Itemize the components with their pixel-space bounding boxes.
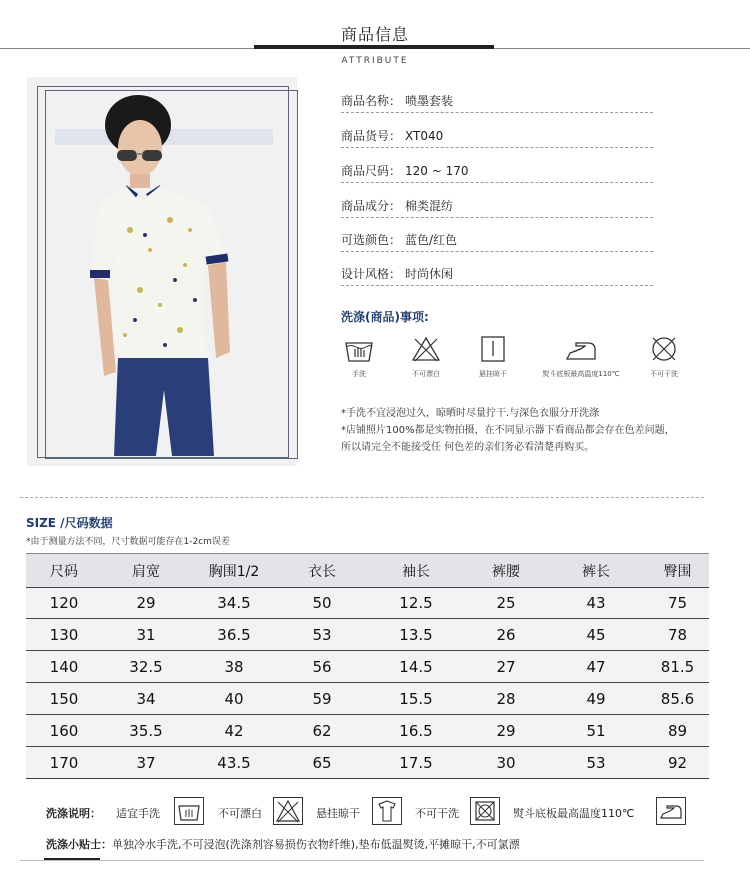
info-label: 商品尺码： <box>341 164 402 178</box>
table-cell: 85.6 <box>660 689 695 708</box>
info-label: 商品名称： <box>341 94 402 108</box>
table-cell: 32.5 <box>129 657 163 676</box>
table-cell: 45 <box>586 625 606 644</box>
table-cell: 65 <box>312 753 332 772</box>
care-instructions <box>46 797 706 827</box>
size-table <box>26 553 709 779</box>
table-cell: 43 <box>586 594 606 612</box>
column-header: 衣长 <box>308 563 336 580</box>
table-cell: 59 <box>312 689 332 708</box>
size-note: *由于测量方法不同，尺寸数据可能存在1-2cm误差 <box>26 537 230 547</box>
wash-icons <box>341 335 681 385</box>
care-text: 适宜手洗 <box>116 807 160 820</box>
table-cell: 50 <box>312 594 332 612</box>
care-label: 洗涤说明： <box>46 807 101 820</box>
wash-item <box>541 335 621 379</box>
table-cell: 92 <box>667 753 688 772</box>
table-cell: 47 <box>586 657 606 676</box>
info-row-color <box>341 231 653 251</box>
column-header: 胸围1/2 <box>208 563 260 580</box>
info-label: 商品货号： <box>341 129 402 143</box>
table-cell: 26 <box>496 625 516 644</box>
info-row-style <box>341 265 653 285</box>
info-row-sku <box>341 127 653 147</box>
section-divider <box>20 497 704 498</box>
wash-caption: 熨斗底板最高温度110℃ <box>542 370 620 378</box>
column-header: 臀围 <box>663 563 692 580</box>
table-row <box>26 683 709 715</box>
info-value: 120 ~ 170 <box>405 164 469 178</box>
wash-note: 所以请完全不能接受任 何色差的亲们务必看清楚再购买。 <box>341 442 595 453</box>
column-header: 肩宽 <box>132 563 160 580</box>
info-row-material <box>341 197 653 217</box>
info-row-name <box>341 92 653 112</box>
table-cell: 25 <box>496 594 516 612</box>
wash-caption: 手洗 <box>352 370 366 378</box>
wash-caption: 不可漂白 <box>412 370 440 378</box>
no-dry-clean-icon <box>470 797 500 825</box>
table-cell: 37 <box>136 753 156 772</box>
info-row-size <box>341 162 653 182</box>
table-cell: 81.5 <box>660 657 695 676</box>
table-row <box>26 747 709 779</box>
info-label: 设计风格： <box>341 267 402 281</box>
info-value: 喷墨套装 <box>405 94 454 108</box>
care-tips <box>46 836 520 852</box>
table-cell: 62 <box>312 721 332 740</box>
table-cell: 12.5 <box>399 594 433 612</box>
table-cell: 15.5 <box>399 689 433 708</box>
table-cell: 36.5 <box>217 625 251 644</box>
table-cell: 170 <box>49 753 79 772</box>
table-row <box>26 619 709 651</box>
table-cell: 160 <box>49 721 79 740</box>
wash-note: *店铺照片100%都是实物拍摄，在不同显示器下看商品都会存在色差问题， <box>341 425 675 436</box>
tips-label: 洗涤小贴士： <box>46 838 112 851</box>
care-text: 熨斗底板最高温度110℃ <box>513 807 635 820</box>
table-cell: 34 <box>136 689 156 708</box>
wash-item <box>329 335 389 379</box>
table-cell: 16.5 <box>399 721 433 740</box>
table-cell: 29 <box>496 721 516 740</box>
table-cell: 75 <box>667 594 688 612</box>
table-cell: 78 <box>667 625 688 644</box>
iron-icon <box>564 335 598 363</box>
section-subtitle: ATTRIBUTE <box>341 56 409 66</box>
hang-dry-icon <box>477 335 509 363</box>
table-cell: 53 <box>312 625 332 644</box>
wash-item <box>396 335 456 379</box>
table-cell: 29 <box>136 594 156 612</box>
table-cell: 28 <box>496 689 516 708</box>
bottom-divider <box>20 860 704 861</box>
column-header: 袖长 <box>402 563 430 580</box>
table-cell: 53 <box>586 753 606 772</box>
table-cell: 150 <box>49 689 79 708</box>
table-cell: 13.5 <box>399 625 433 644</box>
column-header: 裤腰 <box>492 563 520 580</box>
wash-title: 洗涤(商品)事项: <box>341 310 429 324</box>
table-cell: 49 <box>586 689 606 708</box>
table-cell: 140 <box>49 657 79 676</box>
table-cell: 38 <box>224 657 244 676</box>
column-header: 裤长 <box>582 563 610 580</box>
wash-item <box>463 335 523 379</box>
care-text: 不可干洗 <box>415 807 459 820</box>
table-cell: 120 <box>49 594 79 612</box>
section-title: 商品信息 <box>340 25 409 44</box>
table-cell: 51 <box>586 721 606 740</box>
info-label: 商品成分： <box>341 199 402 213</box>
table-cell: 43.5 <box>217 753 251 772</box>
info-value: XT040 <box>405 129 444 143</box>
column-header: 尺码 <box>50 563 78 580</box>
table-cell: 17.5 <box>399 753 433 772</box>
table-cell: 27 <box>496 657 516 676</box>
info-label: 可选颜色： <box>341 233 402 247</box>
wash-note: *手洗不宜浸泡过久，晾晒时尽量拧干.与深色衣服分开洗涤 <box>341 408 600 419</box>
table-cell: 130 <box>49 625 79 644</box>
table-cell: 89 <box>667 721 688 740</box>
info-value: 时尚休闲 <box>405 267 454 281</box>
info-value: 棉类混纺 <box>405 199 454 213</box>
table-header <box>26 553 709 587</box>
tips-text: 单独冷水手洗,不可浸泡(洗涤剂容易损伤衣物纤维),垫布低温熨烫,平摊晾干,不可氯漂 <box>112 838 520 851</box>
table-cell: 30 <box>496 753 516 772</box>
table-cell: 56 <box>312 657 332 676</box>
care-text: 悬挂晾干 <box>316 807 360 820</box>
table-cell: 35.5 <box>129 721 163 740</box>
hand-wash-icon <box>174 797 204 825</box>
no-bleach-icon <box>273 797 303 825</box>
model-boy-image <box>90 90 240 456</box>
table-cell: 34.5 <box>217 594 251 612</box>
table-cell: 42 <box>224 721 244 740</box>
table-row <box>26 715 709 747</box>
header-accent-bar <box>254 45 494 49</box>
table-row <box>26 651 709 683</box>
no-dry-clean-icon <box>648 335 680 363</box>
care-text: 不可漂白 <box>218 807 262 820</box>
wash-caption: 悬挂晾干 <box>479 370 507 378</box>
table-row <box>26 587 709 619</box>
table-cell: 31 <box>136 625 156 644</box>
wash-caption: 不可干洗 <box>650 370 678 378</box>
size-title: SIZE /尺码数据 <box>26 516 113 530</box>
iron-icon <box>656 797 686 825</box>
no-bleach-icon <box>410 335 442 363</box>
hang-dry-icon <box>372 797 402 825</box>
table-cell: 40 <box>224 689 244 708</box>
hand-wash-icon <box>343 335 375 363</box>
table-cell: 14.5 <box>399 657 433 676</box>
wash-item <box>634 335 694 379</box>
info-value: 蓝色/红色 <box>405 233 458 247</box>
